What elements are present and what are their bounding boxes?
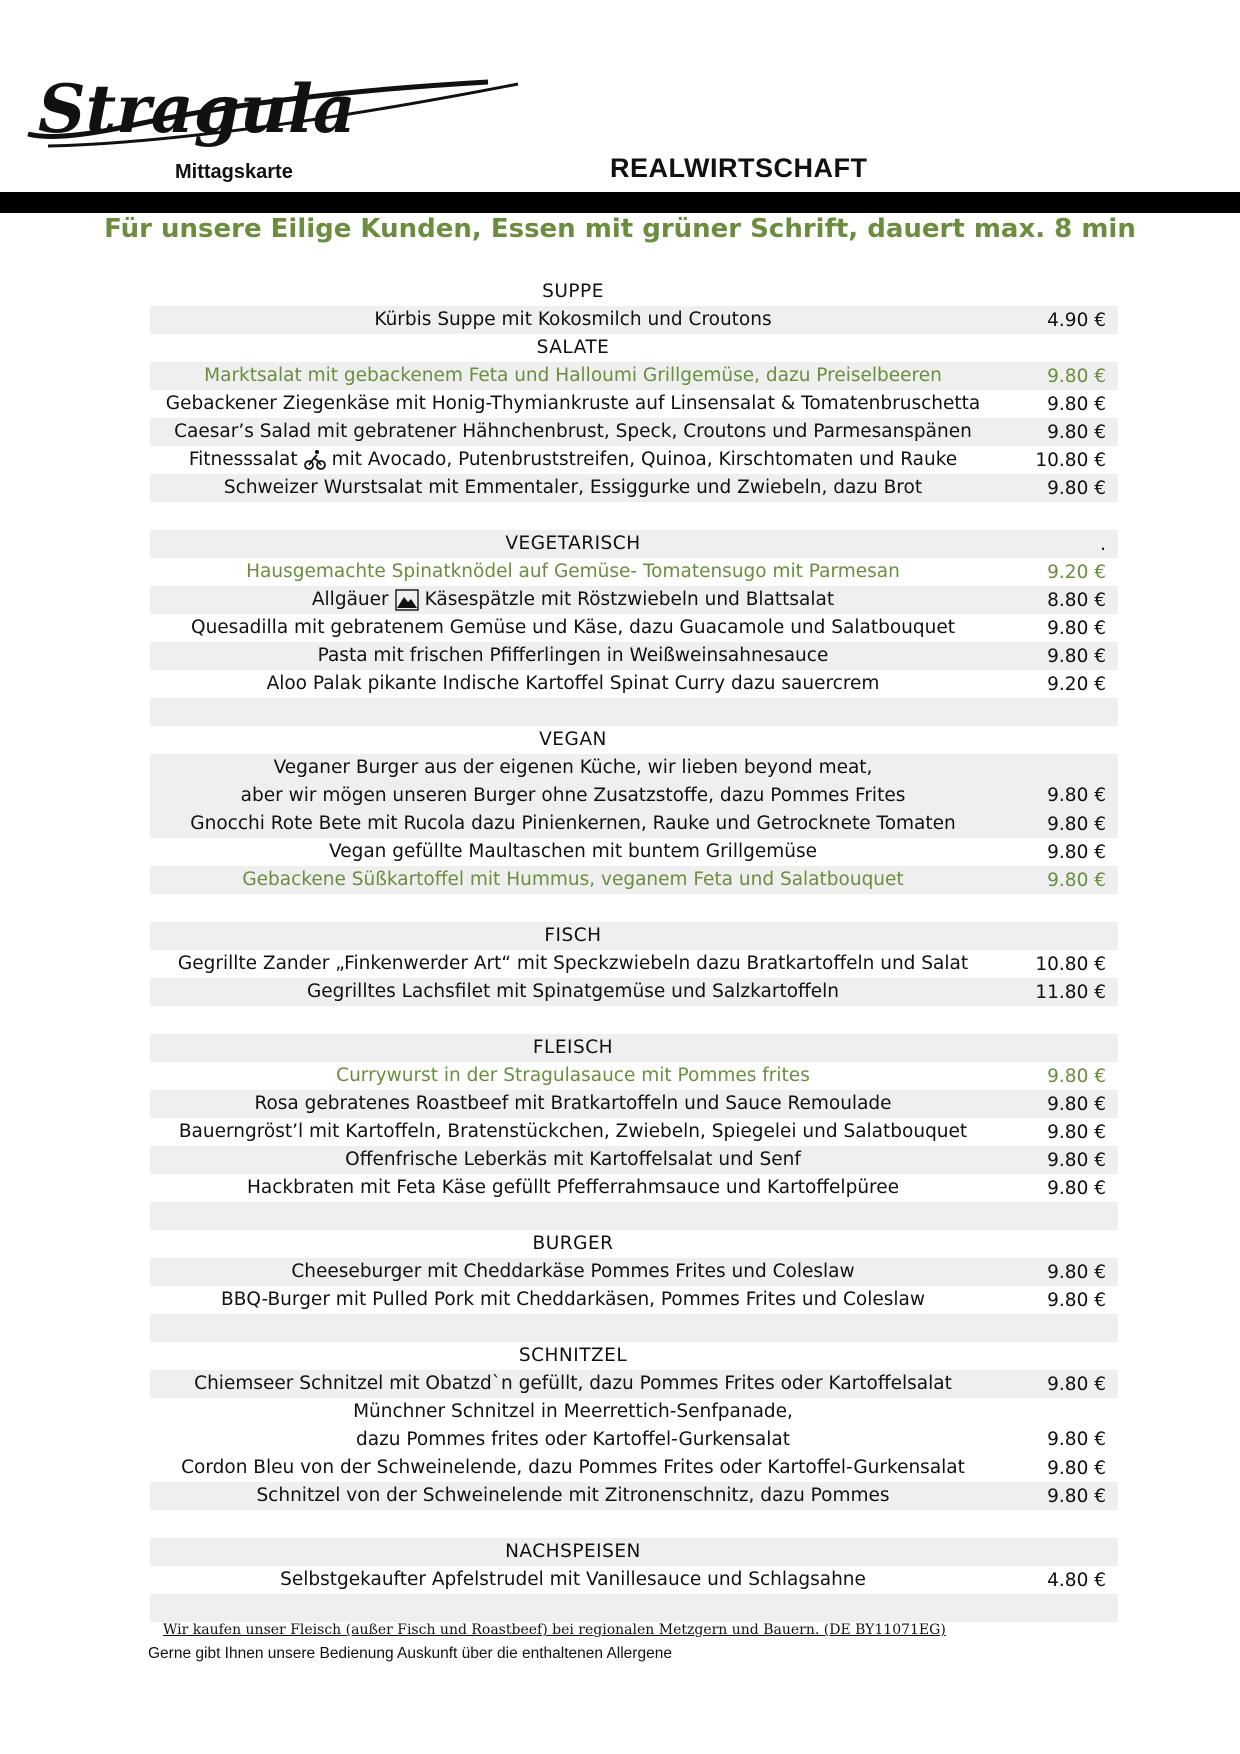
menu-item-name: Gnocchi Rote Bete mit Rucola dazu Pinienkernen, Rauke und Getrocknete Tomaten <box>190 813 956 834</box>
section-title: BURGER <box>532 1233 614 1254</box>
menu-item-name: Chiemseer Schnitzel mit Obatzd`n gefüllt, dazu Pommes Frites oder Kartoffelsalat <box>194 1373 952 1394</box>
menu-item-name: Aloo Palak pikante Indische Kartoffel Spinat Curry dazu sauercrem <box>266 673 880 694</box>
menu-item <box>150 474 1118 502</box>
menu-item-name: Cordon Bleu von der Schweinelende, dazu Pommes Frites oder Kartoffel-Gurkensalat <box>181 1457 965 1478</box>
menu-item-price: 9.80 € <box>1047 785 1106 806</box>
stragula-logo <box>18 72 538 152</box>
menu-item <box>150 670 1118 698</box>
section-title: SCHNITZEL <box>518 1345 628 1366</box>
menu-item-price: 9.80 € <box>1047 869 1106 891</box>
menu-item <box>150 642 1118 670</box>
section-spacer <box>150 1314 1118 1342</box>
menu-subtitle: Mittagskarte <box>175 161 293 183</box>
menu-item-name-part: Fitnesssalat <box>188 449 298 470</box>
menu-list <box>150 278 1118 1622</box>
logo-text: Stragula <box>38 72 356 148</box>
section-spacer <box>150 1006 1118 1034</box>
menu-item-name: Pasta mit frischen Pfifferlingen in Weißweinsahnesauce <box>317 645 829 666</box>
section-heading <box>150 922 1118 950</box>
menu-item-line: dazu Pommes frites oder Kartoffel-Gurkensalat <box>356 1429 790 1450</box>
menu-item-name: Gegrillte Zander „Finkenwerder Art“ mit Speckzwiebeln dazu Bratkartoffeln und Salat <box>177 953 969 974</box>
menu-item-name: Kürbis Suppe mit Kokosmilch und Croutons <box>374 309 772 330</box>
menu-item <box>150 446 1118 474</box>
menu-item-name <box>150 446 996 474</box>
menu-item-name: Hausgemachte Spinatknödel auf Gemüse- Tomatensugo mit Parmesan <box>246 561 900 582</box>
section-title: VEGETARISCH <box>505 533 641 554</box>
menu-item-name-part: mit Avocado, Putenbruststreifen, Quinoa, Kirschtomaten und Rauke <box>331 449 958 470</box>
section-title: SUPPE <box>542 281 604 302</box>
menu-item <box>150 1258 1118 1286</box>
menu-item-price: 9.80 € <box>1047 1065 1106 1087</box>
menu-item-price: 9.80 € <box>1047 1261 1106 1283</box>
menu-item-line: Veganer Burger aus der eigenen Küche, wir lieben beyond meat, <box>273 757 873 778</box>
menu-item-price: 9.80 € <box>1047 1289 1106 1311</box>
menu-item <box>150 1062 1118 1090</box>
section-heading <box>150 726 1118 754</box>
menu-item <box>150 362 1118 390</box>
menu-item-line: aber wir mögen unseren Burger ohne Zusatzstoffe, dazu Pommes Frites <box>240 785 906 806</box>
menu-item-price: 9.80 € <box>1047 365 1106 387</box>
menu-item-name: Gebackener Ziegenkäse mit Honig-Thymiankruste auf Linsensalat & Tomatenbruschetta <box>165 393 981 414</box>
menu-item-name: Schnitzel von der Schweinelende mit Zitronenschnitz, dazu Pommes <box>256 1485 890 1506</box>
section-title-mark: . <box>1100 533 1106 555</box>
section-spacer <box>150 502 1118 530</box>
menu-item <box>150 754 1118 810</box>
menu-item-name <box>150 1398 996 1454</box>
menu-item <box>150 614 1118 642</box>
section-spacer <box>150 698 1118 726</box>
cyclist-icon <box>298 449 332 470</box>
section-heading <box>150 1538 1118 1566</box>
menu-item-name <box>150 586 996 614</box>
menu-item <box>150 1398 1118 1454</box>
menu-item-price: 9.80 € <box>1047 617 1106 639</box>
menu-item-name: Cheeseburger mit Cheddarkäse Pommes Frites und Coleslaw <box>291 1261 855 1282</box>
menu-item-price: 9.20 € <box>1047 561 1106 583</box>
section-spacer <box>150 894 1118 922</box>
section-heading <box>150 1034 1118 1062</box>
section-title: NACHSPEISEN <box>505 1541 641 1562</box>
section-spacer <box>150 1202 1118 1230</box>
section-spacer <box>150 1510 1118 1538</box>
menu-item-name: Selbstgekaufter Apfelstrudel mit Vanillesauce und Schlagsahne <box>280 1569 866 1590</box>
menu-item <box>150 558 1118 586</box>
menu-item <box>150 810 1118 838</box>
menu-item <box>150 1090 1118 1118</box>
menu-item-name: Marktsalat mit gebackenem Feta und Halloumi Grillgemüse, dazu Preiselbeeren <box>204 365 942 386</box>
mountain-icon <box>389 589 425 610</box>
section-heading <box>150 334 1118 362</box>
menu-item <box>150 1174 1118 1202</box>
menu-item-price: 9.80 € <box>1047 841 1106 863</box>
section-heading <box>150 1230 1118 1258</box>
menu-item <box>150 866 1118 894</box>
allergen-note: Gerne gibt Ihnen unsere Bedienung Auskunft über die enthaltenen Allergene <box>148 1645 672 1662</box>
menu-item-price: 9.80 € <box>1047 813 1106 835</box>
footer-shade <box>150 1594 1118 1622</box>
menu-item-name: Gebackene Süßkartoffel mit Hummus, veganem Feta und Salatbouquet <box>242 869 904 890</box>
menu-item-price: 10.80 € <box>1035 449 1106 471</box>
menu-item-price: 9.80 € <box>1047 1121 1106 1143</box>
menu-item-price: 9.80 € <box>1047 393 1106 415</box>
menu-item <box>150 1146 1118 1174</box>
menu-item-price: 11.80 € <box>1035 981 1106 1003</box>
menu-item-price: 9.80 € <box>1047 1485 1106 1507</box>
tagline: Für unsere Eilige Kunden, Essen mit grüner Schrift, dauert max. 8 min <box>104 214 1136 244</box>
menu-item-name: Schweizer Wurstsalat mit Emmentaler, Essiggurke und Zwiebeln, dazu Brot <box>223 477 923 498</box>
menu-item <box>150 586 1118 614</box>
menu-item-price: 9.80 € <box>1047 1093 1106 1115</box>
menu-item <box>150 838 1118 866</box>
menu-item-name: Offenfrische Leberkäs mit Kartoffelsalat und Senf <box>345 1149 801 1170</box>
menu-item-price: 9.80 € <box>1047 645 1106 667</box>
menu-item-name: Rosa gebratenes Roastbeef mit Bratkartoffeln und Sauce Remoulade <box>254 1093 892 1114</box>
menu-item-price: 9.80 € <box>1047 477 1106 499</box>
section-heading <box>150 530 1118 558</box>
menu-item <box>150 1286 1118 1314</box>
menu-item <box>150 1566 1118 1594</box>
menu-item-name: Caesar’s Salad mit gebratener Hähnchenbrust, Speck, Croutons und Parmesanspänen <box>174 421 972 442</box>
menu-item-name <box>150 754 996 810</box>
menu-item-name: Vegan gefüllte Maultaschen mit buntem Grillgemüse <box>328 841 817 862</box>
menu-item <box>150 978 1118 1006</box>
menu-item-line: Münchner Schnitzel in Meerrettich-Senfpanade, <box>353 1401 793 1422</box>
menu-item-name: Quesadilla mit gebratenem Gemüse und Käse, dazu Guacamole und Salatbouquet <box>191 617 955 638</box>
menu-item <box>150 1482 1118 1510</box>
menu-item <box>150 390 1118 418</box>
menu-item-price: 9.80 € <box>1047 1149 1106 1171</box>
menu-item <box>150 950 1118 978</box>
menu-item-name-part: Allgäuer <box>311 589 389 610</box>
menu-item-price: 8.80 € <box>1047 589 1106 611</box>
menu-item-price: 10.80 € <box>1035 953 1106 975</box>
meat-origin-note: Wir kaufen unser Fleisch (außer Fisch und Roastbeef) bei regionalen Metzgern und Bauern. (DE BY11071EG) <box>163 1622 946 1638</box>
menu-item-price: 9.80 € <box>1047 1373 1106 1395</box>
section-heading <box>150 1342 1118 1370</box>
menu-item-name: Bauerngröst’l mit Kartoffeln, Bratenstückchen, Zwiebeln, Spiegelei und Salatbouquet <box>178 1121 968 1142</box>
menu-item <box>150 1118 1118 1146</box>
menu-item-name: BBQ-Burger mit Pulled Pork mit Cheddarkäsen, Pommes Frites und Coleslaw <box>221 1289 925 1310</box>
menu-item-price: 9.80 € <box>1047 421 1106 443</box>
menu-item-name: Currywurst in der Stragulasauce mit Pommes frites <box>336 1065 810 1086</box>
menu-item <box>150 418 1118 446</box>
menu-item-price: 9.80 € <box>1047 1177 1106 1199</box>
section-heading <box>150 278 1118 306</box>
menu-item-price: 9.20 € <box>1047 673 1106 695</box>
section-title: FISCH <box>544 925 602 946</box>
menu-item-price: 4.80 € <box>1047 1569 1106 1591</box>
business-name: REALWIRTSCHAFT <box>610 153 868 183</box>
menu-item-price: 9.80 € <box>1047 1457 1106 1479</box>
menu-item-name: Gegrilltes Lachsfilet mit Spinatgemüse und Salzkartoffeln <box>306 981 840 1002</box>
section-title: FLEISCH <box>532 1037 614 1058</box>
menu-item <box>150 306 1118 334</box>
menu-item-name: Hackbraten mit Feta Käse gefüllt Pfefferrahmsauce und Kartoffelpüree <box>246 1177 900 1198</box>
menu-item-price: 4.90 € <box>1047 309 1106 331</box>
section-title: SALATE <box>536 337 610 358</box>
menu-item-name-part: Käsespätzle mit Röstzwiebeln und Blattsalat <box>424 589 835 610</box>
menu-item <box>150 1454 1118 1482</box>
menu-item-price: 9.80 € <box>1047 1429 1106 1450</box>
menu-item <box>150 1370 1118 1398</box>
header-bar <box>0 192 1240 213</box>
section-title: VEGAN <box>539 729 607 750</box>
